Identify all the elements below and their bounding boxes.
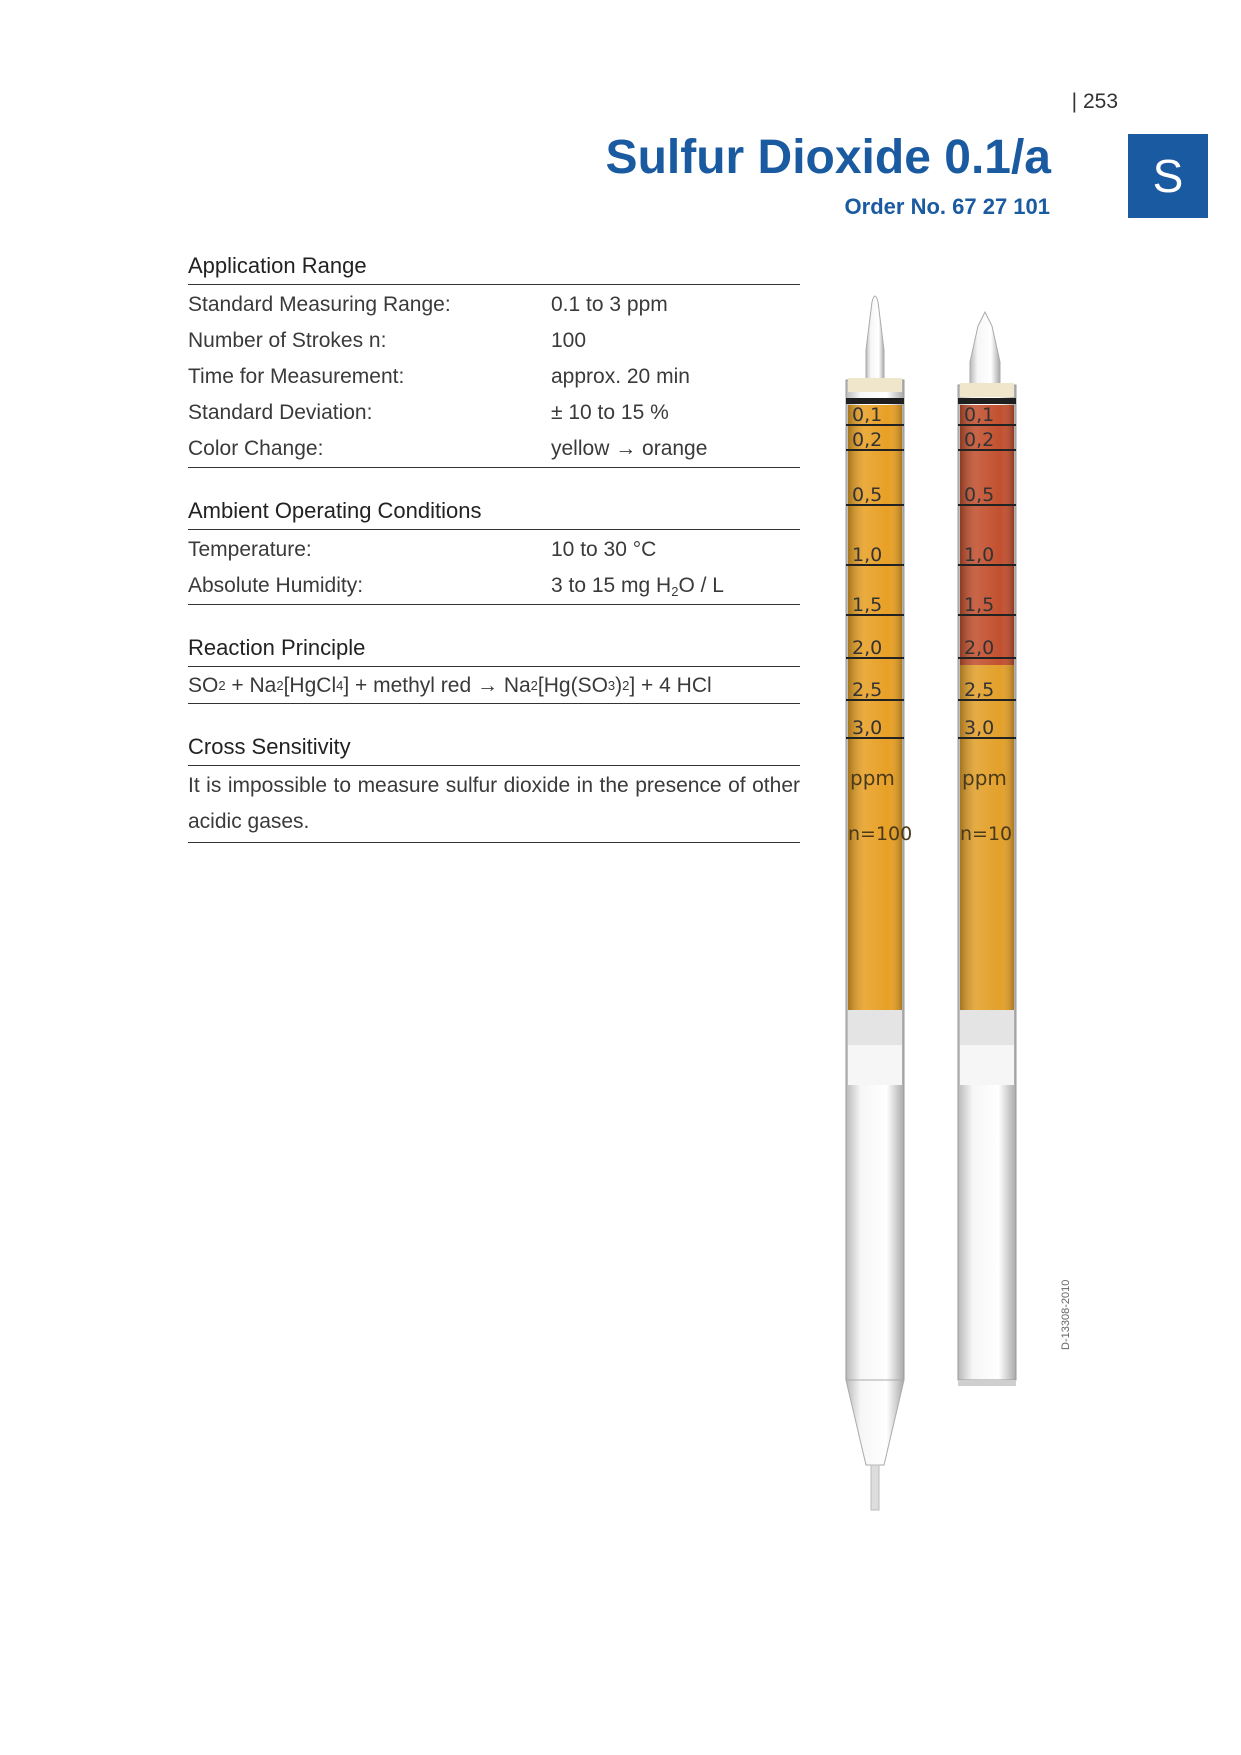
spec-content bbox=[188, 253, 800, 873]
spec-row bbox=[188, 359, 800, 395]
spec-value: 10 to 30 °C bbox=[551, 538, 657, 561]
scale-label: 3,0 bbox=[964, 717, 995, 739]
section-title: Reaction Principle bbox=[188, 635, 800, 667]
reaction-equation: SO 2 + Na 2 [HgCl 4 ] + methyl red → Na 2 [Hg(SO 3 ) 2 ] + 4 HCl bbox=[188, 674, 712, 697]
section-title: Application Range bbox=[188, 253, 800, 285]
spec-label: Standard Deviation: bbox=[188, 401, 373, 424]
scale-label: 2,0 bbox=[852, 637, 883, 659]
spec-label: Standard Measuring Range: bbox=[188, 293, 451, 316]
spec-table bbox=[188, 530, 800, 605]
scale-label: 0,1 bbox=[852, 404, 883, 426]
cross-sensitivity-section bbox=[188, 734, 800, 843]
spec-label: Number of Strokes n: bbox=[188, 329, 387, 352]
spec-row bbox=[188, 395, 800, 431]
scale-label: 2,0 bbox=[964, 637, 995, 659]
scale-label: 0,5 bbox=[852, 484, 883, 506]
spec-value: 100 bbox=[551, 329, 587, 352]
ambient-conditions-section bbox=[188, 498, 800, 605]
spec-label: Temperature: bbox=[188, 538, 312, 561]
detector-tubes-photo bbox=[820, 280, 1080, 1560]
spec-row bbox=[188, 532, 800, 568]
image-credit: D-13308-2010 bbox=[1060, 1279, 1072, 1350]
scale-label: 1,5 bbox=[964, 594, 995, 616]
scale-label: 2,5 bbox=[852, 679, 883, 701]
strokes-label: n=10 bbox=[960, 823, 1013, 845]
strokes-label: n=100 bbox=[848, 823, 913, 845]
reaction-body bbox=[188, 667, 800, 704]
application-range-section bbox=[188, 253, 800, 468]
spec-table bbox=[188, 285, 800, 468]
order-number: Order No. 67 27 101 bbox=[844, 194, 1050, 219]
unit-label: ppm bbox=[962, 766, 1007, 790]
scale-label: 3,0 bbox=[852, 717, 883, 739]
spec-row bbox=[188, 568, 800, 604]
spec-value: 0.1 to 3 ppm bbox=[551, 293, 668, 316]
spec-value: approx. 20 min bbox=[551, 365, 690, 388]
scale-label: 1,0 bbox=[852, 544, 883, 566]
right-tube bbox=[958, 312, 1016, 1386]
reaction-principle-section bbox=[188, 635, 800, 704]
scale-label: 0,5 bbox=[964, 484, 995, 506]
spec-row bbox=[188, 287, 800, 323]
page-title: Sulfur Dioxide 0.1/a bbox=[605, 131, 1051, 184]
spec-row bbox=[188, 431, 800, 467]
scale-label: 1,5 bbox=[852, 594, 883, 616]
unit-label: ppm bbox=[850, 766, 895, 790]
spec-row bbox=[188, 323, 800, 359]
left-tube bbox=[846, 296, 904, 1510]
section-title: Cross Sensitivity bbox=[188, 734, 800, 766]
spec-label: Time for Measurement: bbox=[188, 365, 405, 388]
spec-label: Color Change: bbox=[188, 437, 324, 460]
section-title: Ambient Operating Conditions bbox=[188, 498, 800, 530]
scale-label: 0,2 bbox=[964, 429, 995, 451]
spec-value: 3 to 15 mg $H_2O$ / L bbox=[551, 574, 724, 599]
spec-value: ± 10 to 15 % bbox=[551, 401, 669, 424]
cross-sensitivity-body bbox=[188, 766, 800, 843]
section-tab-letter: S bbox=[1152, 150, 1184, 202]
page-number: | 253 bbox=[1071, 90, 1118, 113]
spec-label: Absolute Humidity: bbox=[188, 574, 364, 597]
section-tab bbox=[1128, 134, 1208, 218]
scale-label: 2,5 bbox=[964, 679, 995, 701]
scale-label: 1,0 bbox=[964, 544, 995, 566]
spec-value: yellow → orange bbox=[551, 437, 708, 460]
cross-sensitivity-text: It is impossible to measure sulfur dioxide in the presence of other acidic gases. bbox=[188, 774, 800, 833]
scale-label: 0,2 bbox=[852, 429, 883, 451]
scale-label: 0,1 bbox=[964, 404, 995, 426]
